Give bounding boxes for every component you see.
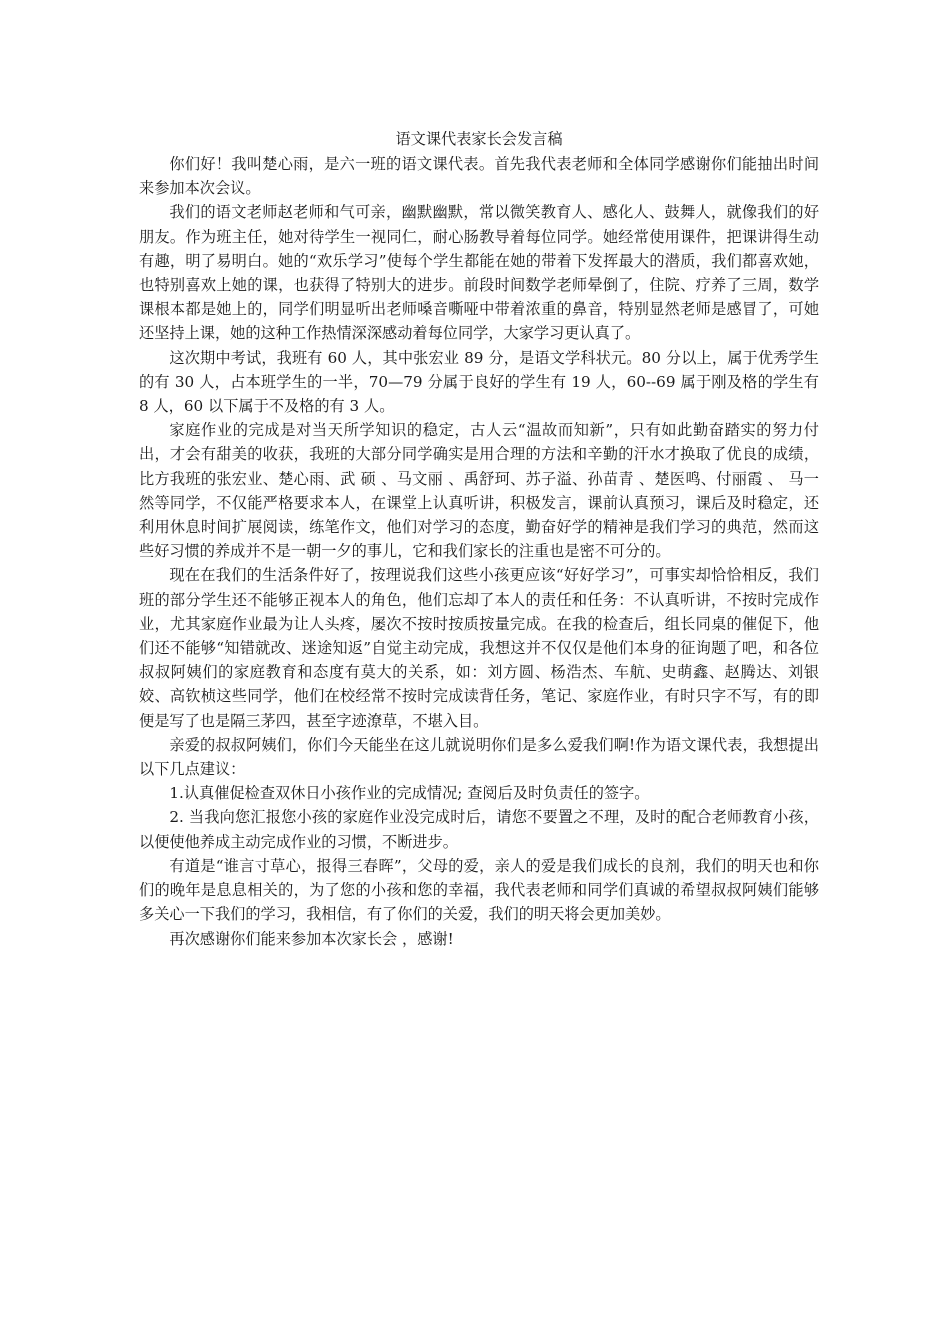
paragraph-teacher: 我们的语文老师赵老师和气可亲，幽默幽默，常以微笑教育人、感化人、鼓舞人，就像我们的好朋友。作为班主任，她对待学生一视同仁，耐心肠教导着每位同学。她经常使用课件，把课讲得生动有趣，明了易明白。她的“欢乐学习”使每个学生都能在她的带着下发挥最大的潜质，我们都喜欢她，也特别喜欢上她的课，也获得了特别大的进步。前段时间数学老师晕倒了，住院、疗养了三周，数学课根本都是她上的，同学们明显听出老师嗓音嘶哑中带着浓重的鼻音，特别显然老师是感冒了，可她还坚持上课，她的这种工作热情深深感动着每位同学，大家学习更认真了。	[139, 203, 819, 343]
paragraph-problems: 现在在我们的生活条件好了，按理说我们这些小孩更应该“好好学习”，可事实却恰恰相反，我们班的部分学生还不能够正视本人的角色，他们忘却了本人的责任和任务：不认真听讲，不按时完成作业，尤其家庭作业最为让人头疼，屡次不按时按质按量完成。在我的检查后，组长同桌的催促下，他们还不能够“知错就改、迷途知返”自觉主动完成，我想这并不仅仅是他们本身的征询题了吧，和各位叔叔阿姨们的家庭教育和态度有莫大的关系，如：刘方圆、杨浩杰、车航、史萌鑫、赵腾达、刘银姣、高钦桢这些同学，他们在校经常不按时完成读背任务，笔记、家庭作业，有时只字不写，有的即便是写了也是隔三茅四，甚至字迹潦草，不堪入目。	[139, 566, 819, 730]
paragraph-suggestion-1: 1.认真催促检查双休日小孩作业的完成情况; 查阅后及时负责任的签字。	[169, 784, 650, 803]
paragraph-exam-results: 这次期中考试，我班有 60 人，其中张宏业 89 分，是语文学科状元。80 分以上，属于优秀学生的有 30 人，占本班学生的一半，70—79 分属于良好的学生有 19 人，60--69 属于刚及格的学生有 8 人，60 以下属于不及格的有 3 人。	[139, 348, 819, 416]
paragraph-suggestion-2: 2. 当我向您汇报您小孩的家庭作业没完成时后，请您不要置之不理，及时的配合老师教育小孩，以便使他养成主动完成作业的习惯，不断进步。	[139, 808, 819, 851]
paragraph-suggestions-intro: 亲爱的叔叔阿姨们，你们今天能坐在这儿就说明你们是多么爱我们啊!作为语文课代表，我想提出以下几点建议：	[139, 735, 819, 779]
document-body	[139, 128, 819, 951]
paragraph-homework: 家庭作业的完成是对当天所学知识的稳定，古人云“温故而知新”，只有如此勤奋踏实的努力付出，才会有甜美的收获，我班的大部分同学确实是用合理的方法和辛勤的汗水才换取了优良的成绩，比方我班的张宏业、楚心雨、武 硕 、马文丽 、禹舒珂、苏子溢、孙苗青 、楚医鸣、付丽霞 、 马一然等同学，不仅能严格要求本人，在课堂上认真听讲，积极发言，课前认真预习，课后及时稳定，还利用休息时间扩展阅读，练笔作文，他们对学习的态度，勤奋好学的精神是我们学习的典范，然而这些好习惯的养成并不是一朝一夕的事儿，它和我们家长的注重也是密不可分的。	[139, 421, 819, 561]
paragraph-greeting: 你们好！我叫楚心雨，是六一班的语文课代表。首先我代表老师和全体同学感谢你们能抽出时间来参加本次会议。	[139, 155, 819, 198]
paragraph-thanks: 再次感谢你们能来参加本次家长会 ，感谢!	[169, 929, 454, 948]
document-title: 语文课代表家长会发言稿	[395, 130, 563, 148]
paragraph-closing: 有道是“谁言寸草心，报得三春晖”，父母的爱，亲人的爱是我们成长的良剂，我们的明天也和你们的晚年是息息相关的，为了您的小孩和您的幸福，我代表老师和同学们真诚的希望叔叔阿姨们能够多关心一下我们的学习，我相信，有了你们的关爱，我们的明天将会更加美妙。	[139, 856, 819, 924]
